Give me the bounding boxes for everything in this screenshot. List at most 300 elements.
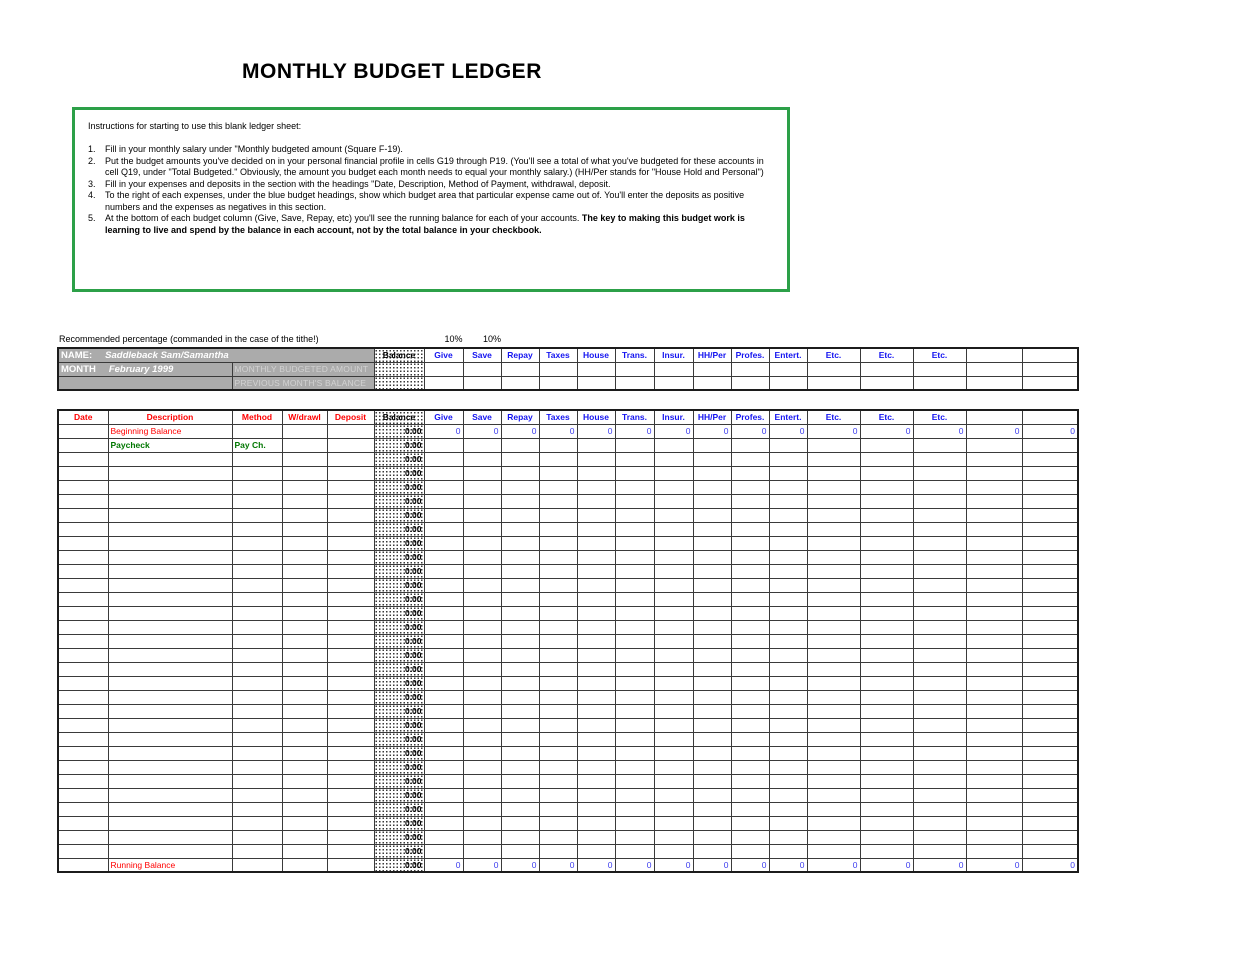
cell-budget bbox=[463, 704, 501, 718]
cell-balance: 0.00 bbox=[374, 424, 424, 438]
cell-budget bbox=[424, 774, 463, 788]
cell-deposit bbox=[327, 816, 374, 830]
cell-deposit bbox=[327, 704, 374, 718]
cell-budget bbox=[654, 816, 693, 830]
cell-budget bbox=[693, 494, 731, 508]
cell-budget bbox=[501, 830, 539, 844]
cell-budget bbox=[463, 466, 501, 480]
empty-cell bbox=[501, 362, 539, 376]
cell-wdrawl bbox=[282, 592, 327, 606]
cell-budget bbox=[693, 718, 731, 732]
cell-budget bbox=[693, 536, 731, 550]
cell-budget bbox=[807, 676, 860, 690]
cell-balance: 0.00 bbox=[374, 830, 424, 844]
cell-wdrawl bbox=[282, 438, 327, 452]
cell-budget bbox=[539, 648, 577, 662]
empty-cell bbox=[424, 376, 463, 390]
name-cell bbox=[58, 348, 374, 362]
cell-budget bbox=[769, 830, 807, 844]
cell-budget bbox=[615, 606, 654, 620]
cell-budget bbox=[807, 732, 860, 746]
name-label: NAME: bbox=[61, 349, 93, 361]
cell-method bbox=[232, 522, 282, 536]
cell-budget bbox=[539, 592, 577, 606]
empty-cell bbox=[769, 376, 807, 390]
cell-budget bbox=[769, 438, 807, 452]
cell-budget bbox=[654, 746, 693, 760]
gray-spacer-cell bbox=[58, 376, 232, 390]
empty-cell bbox=[501, 376, 539, 390]
cell-budget bbox=[731, 774, 769, 788]
cell-budget bbox=[807, 522, 860, 536]
cell-budget bbox=[693, 690, 731, 704]
cell-wdrawl bbox=[282, 802, 327, 816]
cell-budget-zero: 0 bbox=[654, 424, 693, 438]
cell-budget bbox=[966, 760, 1022, 774]
empty-cell bbox=[463, 362, 501, 376]
empty-cell bbox=[654, 362, 693, 376]
cell-budget bbox=[577, 522, 615, 536]
cell-budget bbox=[860, 536, 913, 550]
cell-deposit bbox=[327, 494, 374, 508]
budget-col-insur: Insur. bbox=[654, 410, 693, 424]
empty-cell bbox=[424, 362, 463, 376]
ledger-row-blank bbox=[58, 634, 1078, 648]
cell-method bbox=[232, 648, 282, 662]
cell-budget bbox=[463, 802, 501, 816]
cell-method bbox=[232, 452, 282, 466]
cell-budget bbox=[615, 760, 654, 774]
cell-budget bbox=[731, 522, 769, 536]
cell-budget bbox=[501, 732, 539, 746]
cell-budget bbox=[539, 452, 577, 466]
empty-cell bbox=[693, 376, 731, 390]
cell-budget bbox=[539, 732, 577, 746]
cell-budget-zero: 0 bbox=[539, 424, 577, 438]
cell-budget bbox=[913, 620, 966, 634]
cell-budget bbox=[577, 718, 615, 732]
cell-budget bbox=[539, 620, 577, 634]
cell-budget bbox=[913, 494, 966, 508]
cell-budget bbox=[501, 452, 539, 466]
cell-budget bbox=[769, 620, 807, 634]
instruction-text: To the right of each expenses, under the blue budget headings, show which budget area that particular expense came out of. You'll enter the deposits as positive numbers and the expenses as negatives in this section. bbox=[105, 190, 745, 212]
empty-cell bbox=[654, 376, 693, 390]
cell-budget bbox=[1022, 704, 1078, 718]
ledger-row-blank bbox=[58, 718, 1078, 732]
cell-method bbox=[232, 508, 282, 522]
instruction-item bbox=[88, 144, 777, 156]
cell-budget bbox=[539, 634, 577, 648]
cell-budget bbox=[913, 718, 966, 732]
cell-deposit bbox=[327, 466, 374, 480]
cell-budget bbox=[615, 704, 654, 718]
budget-col-hhper: HH/Per bbox=[693, 410, 731, 424]
cell-budget bbox=[539, 718, 577, 732]
cell-balance: 0.00 bbox=[374, 760, 424, 774]
cell-description bbox=[108, 620, 232, 634]
instructions-box bbox=[72, 107, 790, 292]
cell-description bbox=[108, 564, 232, 578]
cell-budget bbox=[654, 802, 693, 816]
cell-budget bbox=[731, 844, 769, 858]
cell-budget bbox=[463, 592, 501, 606]
empty-cell bbox=[1022, 362, 1078, 376]
cell-budget bbox=[539, 760, 577, 774]
budget-col-profes: Profes. bbox=[731, 410, 769, 424]
cell-budget bbox=[769, 732, 807, 746]
cell-budget bbox=[577, 788, 615, 802]
cell-budget bbox=[424, 536, 463, 550]
cell-method bbox=[232, 480, 282, 494]
cell-budget bbox=[966, 466, 1022, 480]
col-header-method: Method bbox=[232, 410, 282, 424]
cell-description bbox=[108, 480, 232, 494]
cell-budget bbox=[1022, 606, 1078, 620]
cell-method bbox=[232, 606, 282, 620]
cell-budget bbox=[654, 774, 693, 788]
cell-budget bbox=[463, 788, 501, 802]
cell-date bbox=[58, 620, 108, 634]
cell-budget bbox=[807, 774, 860, 788]
cell-date bbox=[58, 480, 108, 494]
cell-budget bbox=[654, 466, 693, 480]
cell-budget bbox=[807, 690, 860, 704]
cell-budget bbox=[807, 620, 860, 634]
cell-budget bbox=[731, 676, 769, 690]
instruction-number: 1. bbox=[88, 144, 96, 154]
cell-budget bbox=[1022, 438, 1078, 452]
budget-col-give: Give bbox=[424, 410, 463, 424]
cell-budget bbox=[463, 816, 501, 830]
cell-wdrawl bbox=[282, 774, 327, 788]
cell-balance: 0.00 bbox=[374, 802, 424, 816]
monthly-budgeted-amount-label: MONTHLY BUDGETED AMOUNT bbox=[232, 362, 374, 376]
cell-balance: 0.00 bbox=[374, 494, 424, 508]
cell-method bbox=[232, 424, 282, 438]
cell-budget bbox=[860, 480, 913, 494]
cell-budget bbox=[860, 648, 913, 662]
empty-cell bbox=[693, 362, 731, 376]
cell-budget bbox=[807, 760, 860, 774]
instruction-item bbox=[88, 156, 777, 179]
cell-budget bbox=[577, 508, 615, 522]
cell-budget bbox=[463, 662, 501, 676]
cell-method bbox=[232, 816, 282, 830]
cell-budget bbox=[1022, 690, 1078, 704]
cell-date bbox=[58, 648, 108, 662]
cell-budget bbox=[731, 606, 769, 620]
cell-wdrawl bbox=[282, 858, 327, 872]
cell-budget bbox=[539, 704, 577, 718]
cell-budget bbox=[966, 676, 1022, 690]
cell-budget bbox=[807, 578, 860, 592]
cell-budget bbox=[1022, 508, 1078, 522]
budget-col-etc: Etc. bbox=[860, 410, 913, 424]
cell-budget bbox=[424, 746, 463, 760]
cell-budget bbox=[913, 662, 966, 676]
cell-balance: 0.00 bbox=[374, 704, 424, 718]
cell-budget bbox=[860, 732, 913, 746]
cell-wdrawl bbox=[282, 830, 327, 844]
cell-method bbox=[232, 718, 282, 732]
cell-budget bbox=[424, 732, 463, 746]
cell-budget bbox=[913, 844, 966, 858]
cell-balance: 0.00 bbox=[374, 522, 424, 536]
cell-budget bbox=[615, 690, 654, 704]
cell-description: Running Balance bbox=[108, 858, 232, 872]
cell-budget bbox=[913, 452, 966, 466]
cell-budget bbox=[1022, 592, 1078, 606]
page-title: MONTHLY BUDGET LEDGER bbox=[242, 60, 542, 83]
budget-col-blank bbox=[966, 410, 1022, 424]
cell-budget bbox=[913, 438, 966, 452]
cell-budget-zero: 0 bbox=[693, 858, 731, 872]
budget-col-blank bbox=[1022, 348, 1078, 362]
cell-wdrawl bbox=[282, 732, 327, 746]
cell-budget bbox=[769, 844, 807, 858]
cell-budget bbox=[501, 466, 539, 480]
cell-budget bbox=[1022, 844, 1078, 858]
cell-budget bbox=[463, 452, 501, 466]
instruction-item bbox=[88, 213, 777, 236]
cell-budget bbox=[913, 760, 966, 774]
cell-method bbox=[232, 732, 282, 746]
cell-budget bbox=[577, 830, 615, 844]
cell-budget bbox=[731, 592, 769, 606]
cell-budget bbox=[577, 452, 615, 466]
cell-deposit bbox=[327, 606, 374, 620]
cell-budget bbox=[501, 662, 539, 676]
cell-date bbox=[58, 564, 108, 578]
cell-budget bbox=[577, 662, 615, 676]
cell-wdrawl bbox=[282, 788, 327, 802]
cell-budget bbox=[1022, 564, 1078, 578]
cell-date bbox=[58, 690, 108, 704]
cell-budget bbox=[807, 564, 860, 578]
cell-budget bbox=[577, 634, 615, 648]
cell-budget bbox=[1022, 830, 1078, 844]
cell-method bbox=[232, 620, 282, 634]
cell-budget bbox=[860, 676, 913, 690]
cell-method bbox=[232, 774, 282, 788]
cell-budget-zero: 0 bbox=[501, 858, 539, 872]
cell-method bbox=[232, 494, 282, 508]
cell-budget bbox=[539, 830, 577, 844]
cell-description bbox=[108, 592, 232, 606]
cell-budget bbox=[654, 690, 693, 704]
budget-col-profes: Profes. bbox=[731, 348, 769, 362]
cell-balance: 0.00 bbox=[374, 480, 424, 494]
cell-description bbox=[108, 788, 232, 802]
cell-balance: 0.00 bbox=[374, 844, 424, 858]
cell-budget bbox=[539, 564, 577, 578]
cell-budget bbox=[577, 760, 615, 774]
cell-budget bbox=[654, 704, 693, 718]
cell-budget bbox=[615, 732, 654, 746]
cell-wdrawl bbox=[282, 844, 327, 858]
cell-budget bbox=[577, 438, 615, 452]
ledger-row-blank bbox=[58, 788, 1078, 802]
cell-budget bbox=[615, 788, 654, 802]
cell-budget bbox=[615, 662, 654, 676]
cell-method bbox=[232, 550, 282, 564]
cell-budget bbox=[693, 662, 731, 676]
cell-budget bbox=[424, 830, 463, 844]
cell-budget bbox=[654, 844, 693, 858]
cell-budget bbox=[966, 718, 1022, 732]
cell-budget bbox=[654, 732, 693, 746]
budget-col-etc: Etc. bbox=[807, 348, 860, 362]
cell-budget bbox=[577, 746, 615, 760]
cell-budget bbox=[769, 536, 807, 550]
cell-budget bbox=[463, 746, 501, 760]
cell-budget-zero: 0 bbox=[424, 858, 463, 872]
cell-wdrawl bbox=[282, 662, 327, 676]
cell-description bbox=[108, 522, 232, 536]
instruction-number: 5. bbox=[88, 213, 96, 223]
budget-col-trans: Trans. bbox=[615, 348, 654, 362]
cell-deposit bbox=[327, 802, 374, 816]
cell-budget bbox=[654, 634, 693, 648]
cell-method bbox=[232, 844, 282, 858]
cell-budget bbox=[693, 466, 731, 480]
previous-balance-cell bbox=[374, 376, 424, 390]
cell-budget bbox=[860, 494, 913, 508]
cell-budget bbox=[424, 466, 463, 480]
empty-cell bbox=[769, 362, 807, 376]
cell-budget bbox=[731, 508, 769, 522]
cell-budget bbox=[539, 788, 577, 802]
cell-budget bbox=[501, 550, 539, 564]
cell-budget bbox=[807, 830, 860, 844]
cell-budget bbox=[463, 606, 501, 620]
cell-budget bbox=[424, 564, 463, 578]
cell-date bbox=[58, 704, 108, 718]
balance-header-top: Balance bbox=[374, 348, 424, 362]
cell-budget-zero: 0 bbox=[807, 424, 860, 438]
cell-budget bbox=[1022, 536, 1078, 550]
ledger-row-blank bbox=[58, 578, 1078, 592]
cell-budget bbox=[769, 564, 807, 578]
cell-budget bbox=[966, 662, 1022, 676]
cell-budget bbox=[913, 480, 966, 494]
cell-budget bbox=[1022, 550, 1078, 564]
budget-col-taxes: Taxes bbox=[539, 410, 577, 424]
budget-col-save: Save bbox=[463, 348, 501, 362]
cell-method bbox=[232, 830, 282, 844]
cell-budget bbox=[424, 802, 463, 816]
cell-description bbox=[108, 634, 232, 648]
cell-method bbox=[232, 578, 282, 592]
cell-budget bbox=[769, 760, 807, 774]
cell-budget bbox=[577, 690, 615, 704]
cell-budget bbox=[463, 634, 501, 648]
cell-wdrawl bbox=[282, 676, 327, 690]
cell-budget bbox=[731, 634, 769, 648]
cell-budget bbox=[539, 508, 577, 522]
empty-cell bbox=[807, 362, 860, 376]
cell-budget bbox=[1022, 494, 1078, 508]
cell-budget-zero: 0 bbox=[463, 424, 501, 438]
cell-budget bbox=[577, 536, 615, 550]
cell-budget bbox=[769, 802, 807, 816]
col-header-wdrawl: W/drawl bbox=[282, 410, 327, 424]
cell-budget bbox=[424, 508, 463, 522]
ledger-table bbox=[57, 409, 1079, 873]
cell-wdrawl bbox=[282, 536, 327, 550]
cell-budget bbox=[731, 578, 769, 592]
cell-budget bbox=[654, 592, 693, 606]
empty-cell bbox=[860, 362, 913, 376]
cell-budget-zero: 0 bbox=[860, 424, 913, 438]
cell-date bbox=[58, 746, 108, 760]
cell-description bbox=[108, 746, 232, 760]
budget-col-repay: Repay bbox=[501, 410, 539, 424]
budget-col-insur: Insur. bbox=[654, 348, 693, 362]
cell-budget bbox=[860, 606, 913, 620]
cell-budget bbox=[577, 494, 615, 508]
cell-budget bbox=[693, 648, 731, 662]
cell-budget-zero: 0 bbox=[769, 858, 807, 872]
cell-budget bbox=[731, 718, 769, 732]
cell-budget bbox=[1022, 452, 1078, 466]
budget-col-hhper: HH/Per bbox=[693, 348, 731, 362]
budget-col-entert: Entert. bbox=[769, 410, 807, 424]
cell-budget bbox=[539, 746, 577, 760]
cell-budget bbox=[463, 648, 501, 662]
instructions-list bbox=[88, 144, 777, 236]
cell-description bbox=[108, 676, 232, 690]
cell-budget bbox=[654, 648, 693, 662]
cell-budget bbox=[913, 676, 966, 690]
cell-budget bbox=[693, 578, 731, 592]
cell-budget bbox=[501, 522, 539, 536]
cell-deposit bbox=[327, 592, 374, 606]
cell-budget bbox=[966, 704, 1022, 718]
instruction-item bbox=[88, 179, 777, 191]
cell-budget bbox=[807, 788, 860, 802]
cell-budget bbox=[769, 480, 807, 494]
cell-budget bbox=[1022, 480, 1078, 494]
cell-budget bbox=[577, 606, 615, 620]
cell-wdrawl bbox=[282, 760, 327, 774]
cell-budget bbox=[693, 438, 731, 452]
cell-budget bbox=[501, 438, 539, 452]
cell-budget bbox=[463, 732, 501, 746]
month-label: MONTH bbox=[61, 363, 96, 375]
cell-budget-zero: 0 bbox=[913, 424, 966, 438]
ledger-row-blank bbox=[58, 508, 1078, 522]
ledger-row-blank bbox=[58, 676, 1078, 690]
cell-budget bbox=[966, 774, 1022, 788]
cell-wdrawl bbox=[282, 494, 327, 508]
cell-budget bbox=[463, 844, 501, 858]
cell-budget bbox=[731, 536, 769, 550]
cell-budget bbox=[1022, 466, 1078, 480]
cell-budget bbox=[654, 564, 693, 578]
cell-budget bbox=[966, 690, 1022, 704]
cell-budget bbox=[654, 578, 693, 592]
budget-col-blank bbox=[1022, 410, 1078, 424]
cell-budget bbox=[769, 662, 807, 676]
cell-description bbox=[108, 830, 232, 844]
cell-deposit bbox=[327, 508, 374, 522]
cell-budget bbox=[913, 634, 966, 648]
cell-budget bbox=[731, 620, 769, 634]
cell-budget bbox=[731, 816, 769, 830]
budgeted-balance-cell bbox=[374, 362, 424, 376]
